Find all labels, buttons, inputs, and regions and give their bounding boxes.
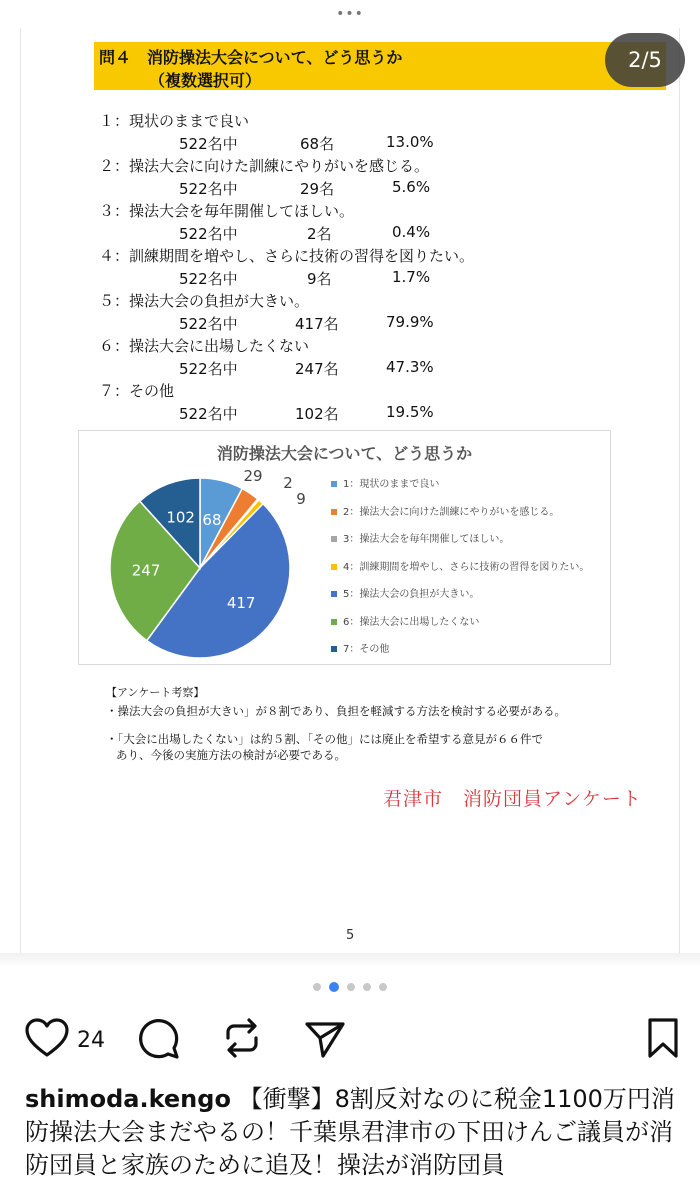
question-title: 問４ 消防操法大会について、どう思うか <box>99 48 403 67</box>
option-pct-3: 0.4% <box>392 223 431 241</box>
page-number: 5 <box>346 928 355 943</box>
document-shadow <box>0 953 700 967</box>
pie-data-label: 102 <box>166 508 195 527</box>
note-line-1: ・操法大会の負担が大きい」が８割であり、負担を軽減する方法を検討する必要がある。 <box>106 704 566 718</box>
option-label-5: ５：操法大会の負担が大きい。 <box>99 292 310 310</box>
repost-icon[interactable] <box>220 1016 264 1064</box>
post-caption-text: 【衝撃】8割反対なのに税金1100万円消防操法大会まだやるの！千葉県君津市の下田けんご議員が消防団員と家族のために追及！操法が消防団員 <box>25 1085 675 1179</box>
pie-chart <box>79 431 610 664</box>
legend-item <box>331 585 479 600</box>
option-label-2: ２：操法大会に向けた訓練にやりがいを感じる。 <box>99 157 430 175</box>
option-pct-2: 5.6% <box>392 178 431 196</box>
option-count-2: 29名 <box>300 180 335 198</box>
option-total-4: 522名中 <box>179 270 238 288</box>
option-count-3: 2名 <box>307 225 332 243</box>
option-label-6: ６：操法大会に出場したくない <box>99 337 310 355</box>
document-page <box>20 28 680 953</box>
option-total-2: 522名中 <box>179 180 238 198</box>
option-count-4: 9名 <box>307 270 332 288</box>
heart-icon[interactable] <box>25 1018 69 1062</box>
legend-item <box>331 558 589 573</box>
bookmark-button[interactable] <box>645 1012 681 1068</box>
comment-button[interactable] <box>137 1012 181 1068</box>
post-username[interactable]: shimoda.kengo <box>25 1085 231 1113</box>
option-count-6: 247名 <box>295 360 339 378</box>
like-button[interactable] <box>25 1012 105 1068</box>
carousel-dot[interactable] <box>379 983 387 991</box>
notes-title: 【アンケート考察】 <box>106 686 205 699</box>
legend-swatch <box>331 564 337 570</box>
legend-swatch <box>331 619 337 625</box>
bookmark-icon[interactable] <box>645 1016 681 1064</box>
page-counter: 2/5 <box>605 33 685 87</box>
legend-label: 7：その他 <box>343 644 390 655</box>
option-total-7: 522名中 <box>179 405 238 423</box>
comment-icon[interactable] <box>137 1016 181 1064</box>
post-caption <box>25 1083 693 1182</box>
legend-swatch <box>331 509 337 515</box>
legend-item <box>331 475 439 490</box>
question-subtitle: （複数選択可） <box>149 71 262 90</box>
legend-label: 3：操法大会を毎年開催してほしい。 <box>343 534 510 545</box>
option-pct-6: 47.3% <box>386 358 434 376</box>
carousel-dot[interactable] <box>363 983 371 991</box>
legend-label: 5：操法大会の負担が大きい。 <box>343 589 480 600</box>
legend-item <box>331 640 389 655</box>
pie-data-label: 68 <box>202 510 222 529</box>
pie-data-label: 9 <box>296 490 306 508</box>
chart-title: 消防操法大会について、どう思うか <box>216 444 473 463</box>
pie-data-label: 247 <box>131 561 161 580</box>
pie-data-label: 417 <box>226 593 256 612</box>
share-button[interactable] <box>303 1012 347 1068</box>
note-line-3: あり、今後の実施方法の検討が必要である。 <box>116 748 346 762</box>
post-actions <box>0 1012 700 1068</box>
legend-swatch <box>331 481 337 487</box>
legend-item <box>331 503 559 518</box>
pie-chart-frame <box>78 430 611 665</box>
legend-label: 4：訓練期間を増やし、さらに技術の習得を図りたい。 <box>343 561 590 573</box>
option-total-5: 522名中 <box>179 315 238 333</box>
option-total-3: 522名中 <box>179 225 238 243</box>
option-pct-1: 13.0% <box>386 133 434 151</box>
option-count-7: 102名 <box>295 405 339 423</box>
option-label-3: ３：操法大会を毎年開催してほしい。 <box>99 202 355 220</box>
pie-data-label: 2 <box>283 474 293 492</box>
option-pct-5: 79.9% <box>386 313 434 331</box>
carousel-dot[interactable] <box>313 983 321 991</box>
legend-label: 1：現状のままで良い <box>343 479 440 490</box>
more-options-icon[interactable]: ••• <box>336 6 364 22</box>
legend-item <box>331 530 509 545</box>
option-pct-7: 19.5% <box>386 403 434 421</box>
survey-source: 君津市 消防団員アンケート <box>383 788 642 810</box>
option-count-5: 417名 <box>295 315 339 333</box>
option-label-1: １：現状のままで良い <box>99 112 250 130</box>
legend-item <box>331 613 479 628</box>
option-total-6: 522名中 <box>179 360 238 378</box>
option-label-7: ７：その他 <box>99 382 175 400</box>
legend-swatch <box>331 646 337 652</box>
carousel-dot-active[interactable] <box>329 982 339 992</box>
like-count: 24 <box>77 1027 105 1053</box>
legend-swatch <box>331 536 337 542</box>
note-line-2: ・「大会に出場したくない」は約５割、「その他」には廃止を希望する意見が６６件で <box>106 732 543 746</box>
pie-data-label: 29 <box>243 467 263 485</box>
legend-label: 2：操法大会に向けた訓練にやりがいを感じる。 <box>343 506 560 518</box>
option-total-1: 522名中 <box>179 135 238 153</box>
carousel-dot[interactable] <box>347 983 355 991</box>
carousel-indicator <box>0 976 700 995</box>
option-label-4: ４：訓練期間を増やし、さらに技術の習得を図りたい。 <box>99 247 475 265</box>
option-count-1: 68名 <box>300 135 335 153</box>
send-icon[interactable] <box>303 1016 347 1064</box>
repost-button[interactable] <box>220 1012 264 1068</box>
legend-label: 6：操法大会に出場したくない <box>343 616 480 628</box>
legend-swatch <box>331 591 337 597</box>
option-pct-4: 1.7% <box>392 268 431 286</box>
